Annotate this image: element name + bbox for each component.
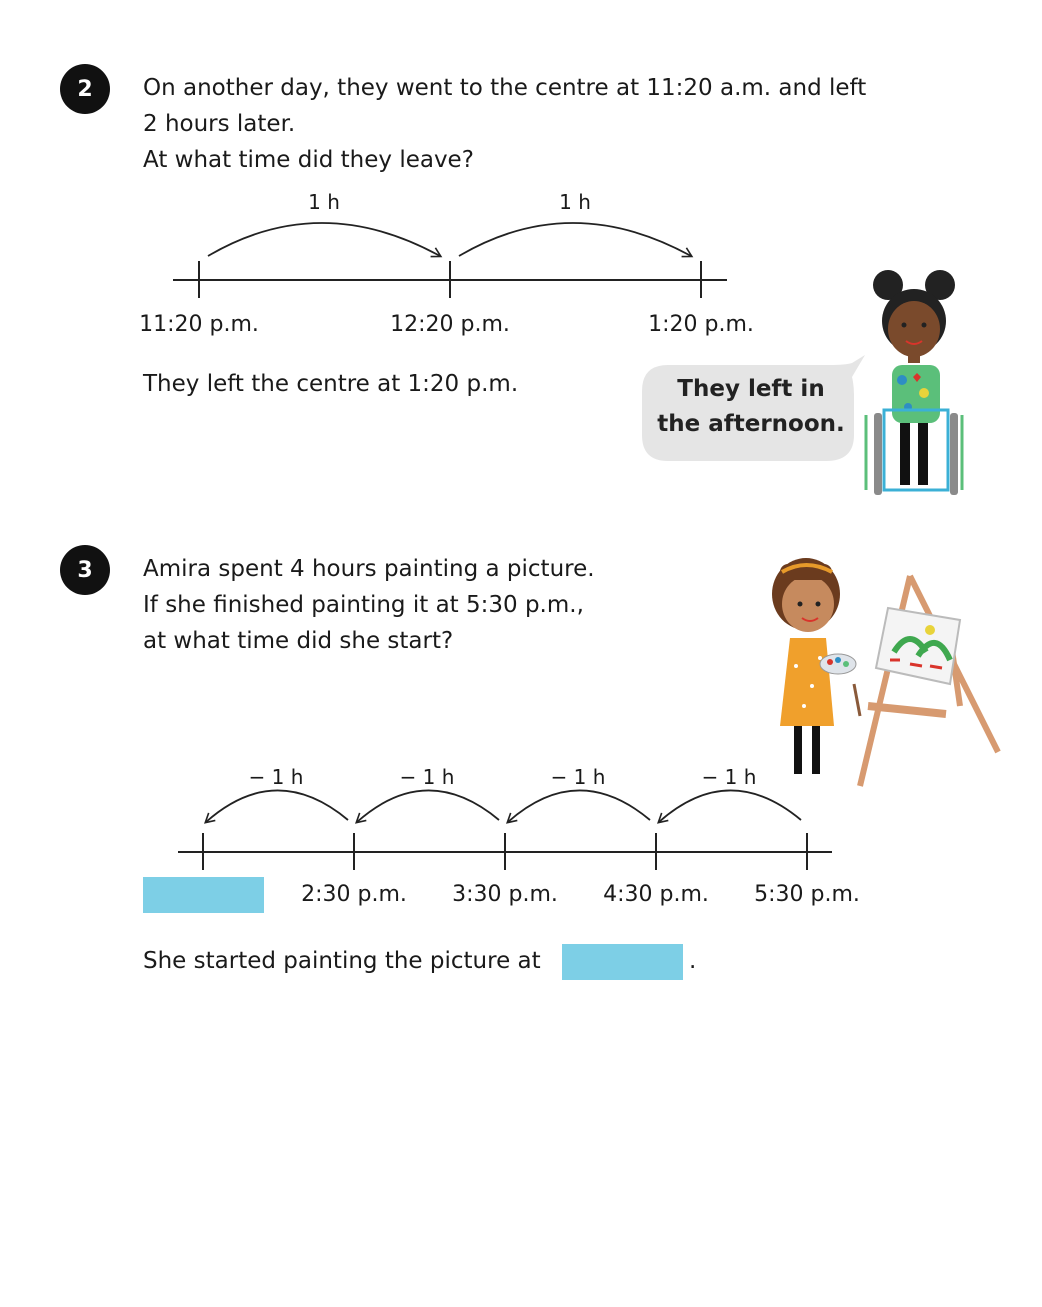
q3-jump-label-4: − 1 h: [701, 765, 757, 789]
question-number-2: 2: [60, 64, 110, 114]
q2-text-line-3: At what time did they leave?: [143, 147, 474, 173]
q3-text-line-3: at what time did she start?: [143, 628, 454, 654]
q3-tick-label-5: 5:30 p.m.: [754, 882, 860, 907]
q2-tick-label-3: 1:20 p.m.: [648, 312, 754, 337]
wheelchair-child-illustration: [862, 265, 972, 505]
q2-tick-label-1: 11:20 p.m.: [139, 312, 259, 337]
q3-tick-label-4: 4:30 p.m.: [603, 882, 709, 907]
q3-jump-arc: [508, 790, 650, 822]
q3-answer-prefix: She started painting the picture at: [143, 948, 541, 974]
q3-text-line-2: If she finished painting it at 5:30 p.m.,: [143, 592, 584, 618]
q2-jump-arc: [459, 223, 691, 256]
q3-jump-arc: [206, 790, 348, 822]
q3-start-time-answer-box[interactable]: [143, 877, 264, 913]
q2-tick-label-2: 12:20 p.m.: [390, 312, 510, 337]
q3-jump-arc: [357, 790, 499, 822]
amira-painting-illustration: [760, 556, 1010, 796]
q3-jump-label-3: − 1 h: [550, 765, 606, 789]
q2-text-line-2: 2 hours later.: [143, 111, 296, 137]
q2-jump-arc: [208, 223, 440, 256]
speech-bubble-text: [648, 372, 854, 442]
speech-line-2: the afternoon.: [657, 411, 845, 437]
q3-text-line-1: Amira spent 4 hours painting a picture.: [143, 556, 595, 582]
q3-tick-label-3: 3:30 p.m.: [452, 882, 558, 907]
q3-tick-label-2: 2:30 p.m.: [301, 882, 407, 907]
question-number-3: 3: [60, 545, 110, 595]
q3-answer-suffix: .: [689, 948, 697, 974]
q3-jump-label-2: − 1 h: [399, 765, 455, 789]
speech-line-1: They left in: [677, 376, 825, 402]
q3-answer-box[interactable]: [562, 944, 683, 980]
q2-jump-label-1: 1 h: [308, 190, 340, 214]
q2-text-line-1: On another day, they went to the centre at 11:20 a.m. and left: [143, 75, 867, 101]
q2-jump-label-2: 1 h: [559, 190, 591, 214]
q3-jump-label-1: − 1 h: [248, 765, 304, 789]
q2-answer: They left the centre at 1:20 p.m.: [143, 371, 519, 397]
